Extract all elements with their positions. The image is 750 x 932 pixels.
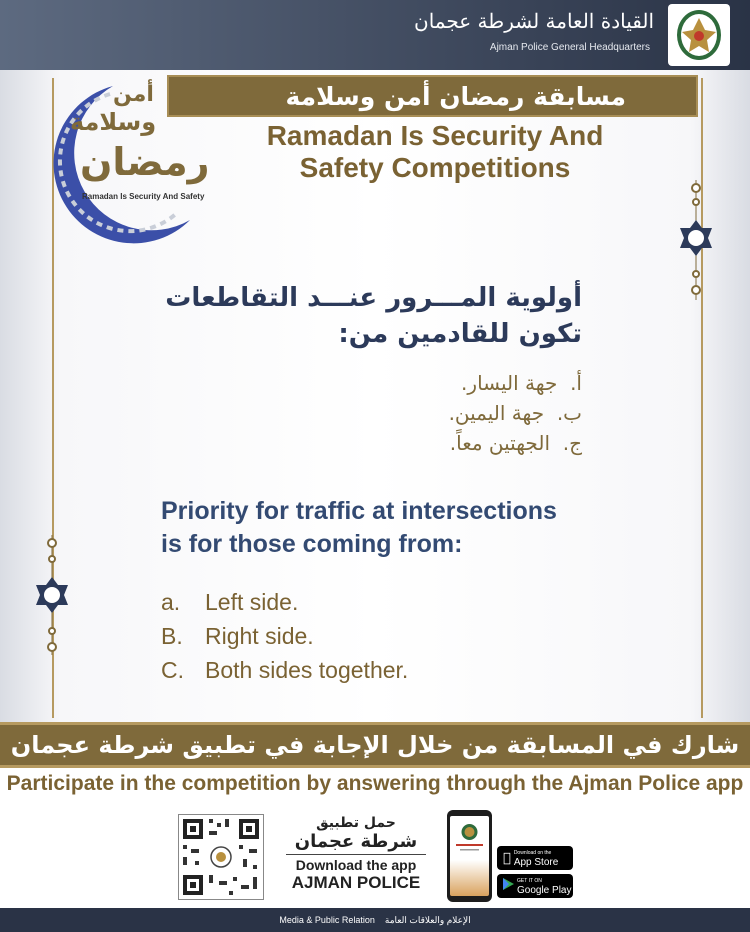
question-ar-line2: تكون للقادمين من:	[338, 319, 582, 349]
logo-word-2: وسلامة	[70, 108, 157, 136]
app-store-big: App Store	[506, 856, 551, 868]
question-ar	[162, 280, 582, 352]
cta-banner	[0, 722, 750, 768]
question-en-line1: Priority for traffic at intersections	[161, 497, 557, 525]
download-ar-line2: شرطة عجمان	[286, 831, 426, 855]
footer-ar: الإعلام والعلاقات العامة	[384, 914, 471, 925]
app-screenshot	[450, 816, 489, 896]
play-icon	[503, 878, 514, 894]
app-store-button[interactable]	[497, 846, 573, 870]
star-ornament-left-icon	[30, 535, 74, 655]
header-bar	[0, 0, 750, 70]
option-en-b	[161, 619, 601, 653]
option-ar-text: جهة اليمين.	[448, 401, 545, 425]
title-en	[230, 120, 640, 184]
options-en	[161, 585, 601, 687]
qr-code[interactable]	[178, 814, 264, 900]
org-name-en: Ajman Police General Headquarters	[489, 42, 650, 53]
app-store-small: Download on the	[506, 849, 544, 856]
option-en-a	[161, 585, 601, 619]
option-ar-letter: أ.	[570, 371, 582, 395]
option-en-c	[161, 653, 601, 687]
footer-en: Media & Public Relation	[279, 915, 375, 925]
options-ar	[282, 368, 582, 458]
google-play-big: Google Play	[517, 884, 572, 896]
title-en-line1: Ramadan Is Security And	[266, 120, 604, 151]
option-ar-text: الجهتين معاً.	[449, 431, 550, 455]
footer-bar	[0, 908, 750, 932]
google-play-button[interactable]	[497, 874, 573, 898]
download-en-line1: Download the app	[295, 857, 417, 873]
cta-en: Participate in the competition by answering through the Ajman Police app	[6, 772, 744, 795]
eagle-emblem-icon	[674, 8, 724, 62]
question-en	[161, 495, 601, 561]
logo-word-1: أمن	[113, 82, 154, 107]
title-ar: مسابقة رمضان أمن وسلامة	[285, 81, 626, 111]
option-ar-b	[282, 398, 582, 428]
star-ornament-right-icon	[674, 180, 718, 300]
org-name-ar: القيادة العامة لشرطة عجمان	[414, 9, 654, 33]
option-en-text: Right side.	[205, 623, 314, 649]
option-ar-letter: ج.	[562, 431, 582, 455]
option-en-letter: B.	[161, 623, 183, 649]
app-emblem-icon	[450, 816, 489, 856]
option-ar-c	[282, 428, 582, 458]
option-en-letter: a.	[161, 589, 181, 615]
question-ar-line1: أولوية المـــرور عنـــد التقاطعات	[165, 283, 582, 313]
question-en-line2: is for those coming from:	[161, 530, 463, 558]
apple-icon	[503, 851, 511, 866]
download-ar-line1: حمل تطبيق	[316, 815, 396, 831]
google-play-small: GET IT ON	[517, 877, 542, 884]
title-en-line2: Safety Competitions	[299, 152, 571, 183]
logo-subtitle: Ramadan Is Security And Safety	[82, 192, 205, 201]
cta-ar: شارك في المسابقة من خلال الإجابة في تطبيق شرطة عجمان	[10, 731, 740, 759]
option-ar-a	[282, 368, 582, 398]
option-ar-letter: ب.	[556, 401, 582, 425]
download-en-line2: AJMAN POLICE	[291, 873, 421, 892]
download-info	[286, 815, 426, 893]
police-emblem	[668, 4, 730, 66]
option-en-text: Left side.	[205, 589, 299, 615]
logo-word-3: رمضان	[80, 140, 210, 184]
title-banner	[167, 75, 698, 117]
option-en-letter: C.	[161, 657, 184, 683]
option-ar-text: جهة اليسار.	[461, 371, 558, 395]
option-en-text: Both sides together.	[205, 657, 409, 683]
phone-mockup	[447, 810, 492, 902]
